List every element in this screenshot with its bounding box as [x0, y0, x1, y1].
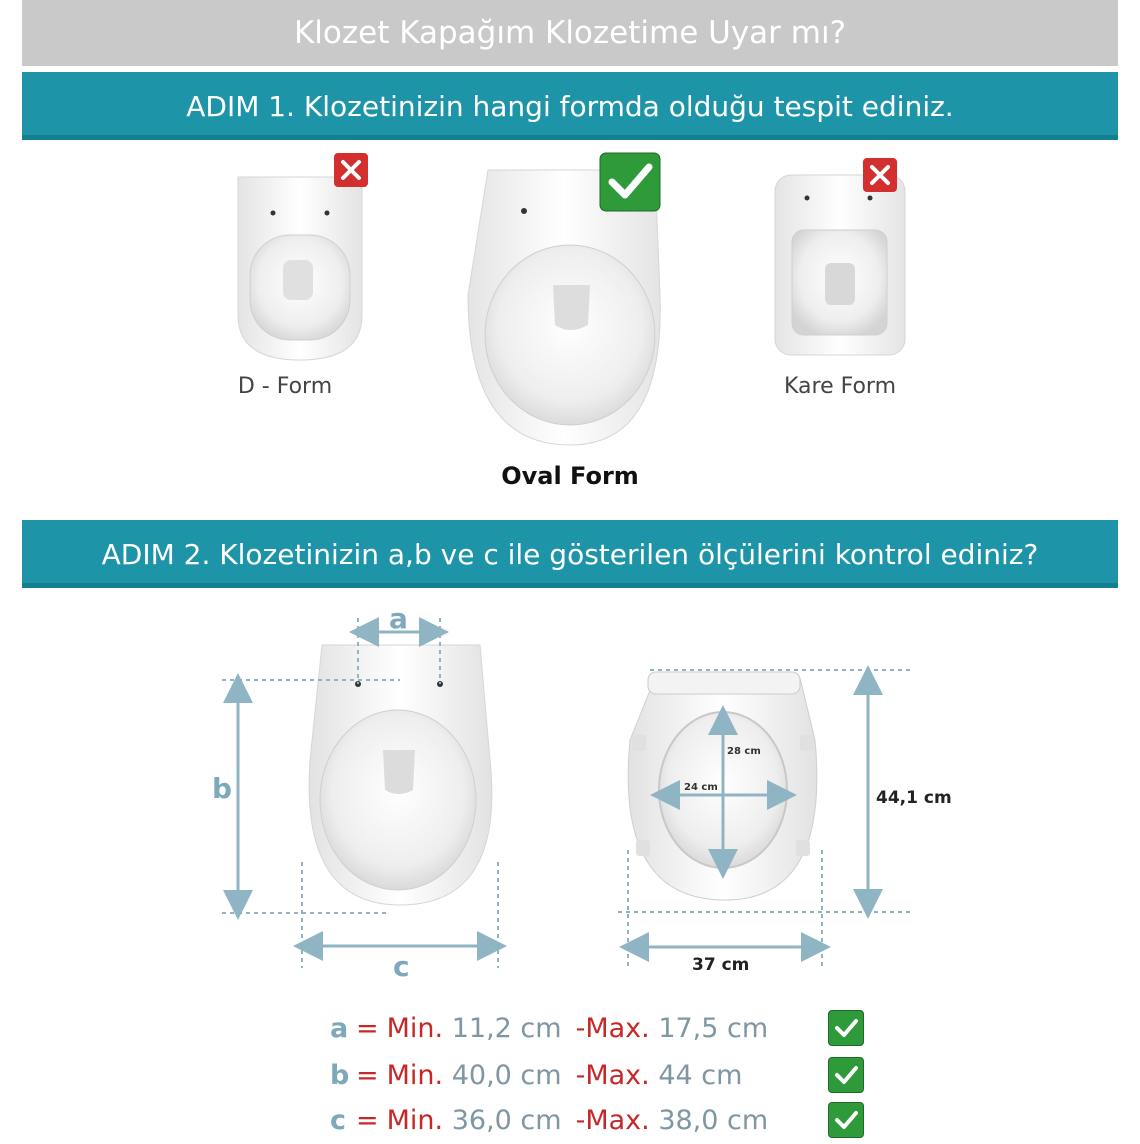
spec-row-b	[330, 1053, 890, 1097]
spec-letter: b	[330, 1059, 350, 1091]
d-form-label: D - Form	[237, 374, 333, 399]
kare-form-label: Kare Form	[783, 374, 897, 399]
dimension-c-label: c	[393, 950, 410, 983]
spec-min-label: Min.	[386, 1104, 444, 1136]
dimension-a-label: a	[389, 602, 408, 635]
page-title: Klozet Kapağım Klozetime Uyar mı?	[22, 0, 1118, 66]
spec-min-label: Min.	[386, 1059, 444, 1091]
correct-icon	[600, 153, 660, 211]
spec-row-c	[330, 1098, 890, 1142]
spec-max-label: -Max.	[575, 1059, 650, 1091]
spec-row-a	[330, 1006, 890, 1050]
spec-max-label: -Max.	[575, 1104, 650, 1136]
inner-width-label: 24 cm	[684, 782, 718, 793]
spec-min-value: 36,0 cm	[451, 1104, 562, 1136]
wrong-icon	[863, 158, 897, 192]
spec-max-value: 38,0 cm	[658, 1104, 769, 1136]
spec-equals: =	[356, 1012, 379, 1044]
check-icon	[828, 1102, 864, 1138]
spec-min-value: 11,2 cm	[451, 1012, 562, 1044]
spec-equals: =	[356, 1059, 379, 1091]
measurement-diagram	[0, 600, 1140, 990]
step1-heading: ADIM 1. Klozetinizin hangi formda olduğu tespit ediniz.	[22, 72, 1118, 140]
wrong-icon	[334, 153, 368, 187]
d-form-toilet	[238, 177, 362, 360]
check-icon	[828, 1057, 864, 1093]
dimension-b-label: b	[212, 772, 233, 805]
spec-min-value: 40,0 cm	[451, 1059, 562, 1091]
toilet-forms-illustration	[0, 145, 1140, 505]
square-form-toilet	[775, 175, 905, 355]
inner-height-label: 28 cm	[727, 746, 761, 757]
spec-letter: a	[330, 1012, 349, 1044]
toilet-top-view	[309, 645, 492, 905]
check-icon	[828, 1010, 864, 1046]
step2-heading: ADIM 2. Klozetinizin a,b ve c ile gösterilen ölçülerini kontrol ediniz?	[22, 520, 1118, 588]
oval-form-label: Oval Form	[501, 462, 639, 490]
spec-max-value: 17,5 cm	[658, 1012, 769, 1044]
seat-height-label: 44,1 cm	[876, 788, 952, 808]
seat-width-label: 37 cm	[692, 955, 750, 975]
spec-min-label: Min.	[386, 1012, 444, 1044]
spec-max-label: -Max.	[575, 1012, 650, 1044]
spec-max-value: 44 cm	[658, 1059, 743, 1091]
spec-equals: =	[356, 1104, 379, 1136]
spec-letter: c	[330, 1104, 347, 1136]
